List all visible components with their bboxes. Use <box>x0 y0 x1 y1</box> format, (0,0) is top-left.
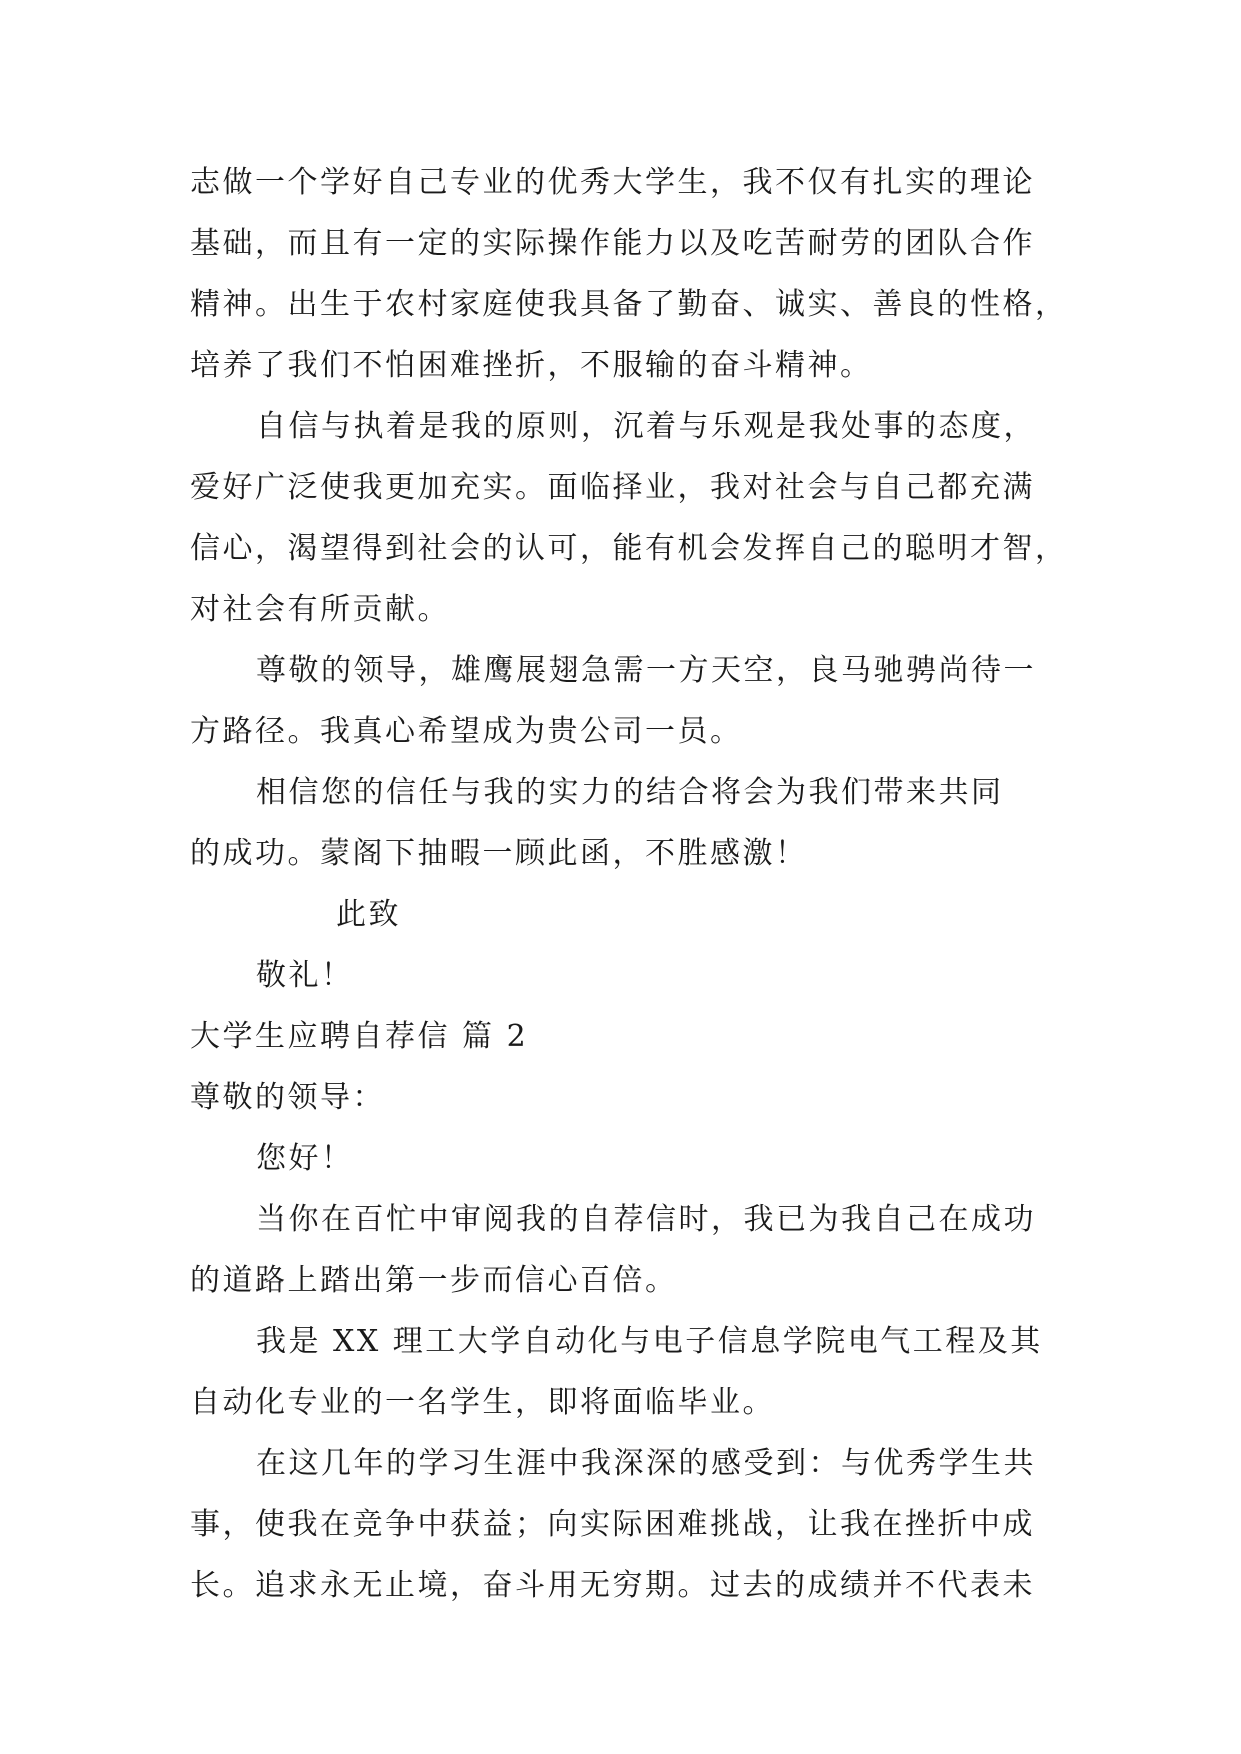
text-line: 自动化专业的一名学生，即将面临毕业。 <box>190 1385 775 1420</box>
text-line: 相信您的信任与我的实力的结合将会为我们带来共同 <box>256 775 1004 810</box>
letter-body <box>190 152 1068 1616</box>
text-line: 爱好广泛使我更加充实。面临择业，我对社会与自己都充满 <box>190 470 1035 505</box>
text-line: 事，使我在竞争中获益；向实际困难挑战，让我在挫折中成 <box>190 1507 1035 1542</box>
text-line: 志做一个学好自己专业的优秀大学生，我不仅有扎实的理论 <box>190 165 1035 200</box>
text-line: 基础，而且有一定的实际操作能力以及吃苦耐劳的团队合作 <box>190 226 1035 261</box>
text-line: 的道路上踏出第一步而信心百倍。 <box>190 1263 678 1298</box>
letter-salutation: 您好！ <box>256 1141 354 1176</box>
text-line: 我是 XX 理工大学自动化与电子信息学院电气工程及其 <box>256 1324 1043 1359</box>
letter-greeting: 尊敬的领导： <box>190 1080 385 1115</box>
text-line: 方路径。我真心希望成为贵公司一员。 <box>190 714 743 749</box>
text-line: 的成功。蒙阁下抽暇一顾此函，不胜感激！ <box>190 836 808 871</box>
text-line: 信心，渴望得到社会的认可，能有机会发挥自己的聪明才智， <box>190 531 1068 566</box>
text-line: 对社会有所贡献。 <box>190 592 450 627</box>
closing-salutation: 此致 <box>336 897 401 932</box>
text-line: 尊敬的领导，雄鹰展翅急需一方天空，良马驰骋尚待一 <box>256 653 1036 688</box>
closing-regards: 敬礼！ <box>256 958 354 993</box>
section-heading: 大学生应聘自荐信 篇 2 <box>190 1019 529 1054</box>
text-line: 自信与执着是我的原则，沉着与乐观是我处事的态度， <box>256 409 1036 444</box>
text-line: 精神。出生于农村家庭使我具备了勤奋、诚实、善良的性格， <box>190 287 1068 322</box>
text-line: 当你在百忙中审阅我的自荐信时，我已为我自己在成功 <box>256 1202 1036 1237</box>
text-line: 长。追求永无止境，奋斗用无穷期。过去的成绩并不代表未 <box>190 1568 1035 1603</box>
text-line: 培养了我们不怕困难挫折，不服输的奋斗精神。 <box>190 348 873 383</box>
text-line: 在这几年的学习生涯中我深深的感受到：与优秀学生共 <box>256 1446 1036 1481</box>
